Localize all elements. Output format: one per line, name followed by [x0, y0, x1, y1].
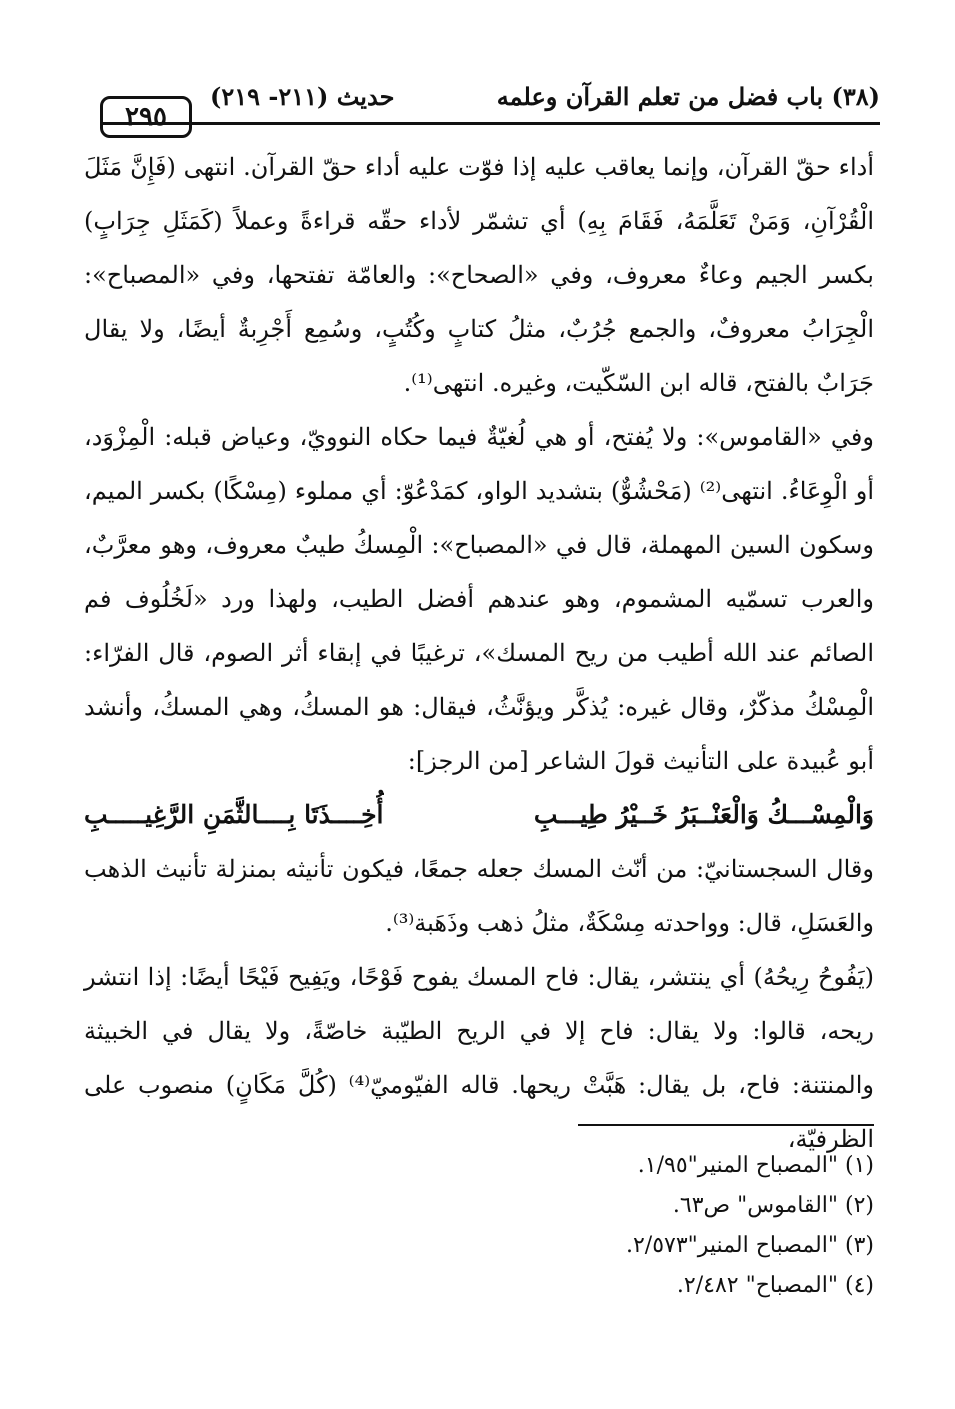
footnote: (٢) "القاموس" ص٦٣.: [672, 1193, 874, 1218]
hadith-range: حديث (٢١١- ٢١٩): [210, 82, 395, 111]
verse-first-half: وَالْمِسْـــكُ وَالْعَنْــبَرُ خَــيْرُ طِيـــبِ: [533, 800, 874, 829]
page-header: [100, 78, 880, 132]
chapter-title: (٣٨) باب فضل من تعلم القرآن وعلمه: [496, 82, 880, 111]
page-number: ٢٩٥: [100, 96, 192, 138]
poetry-verse: [84, 788, 874, 842]
paragraph: أداء حقّ القرآن، وإنما يعاقب عليه إذا فوّت عليه أداء حقّ القرآن. انتهى (فَإِنَّ مَثَلَ الْقُرْآنِ، وَمَنْ تَعَلَّمَهُ، فَقَامَ بِهِ) أي تشمّر لأداء حقّه قراءةً وعملاً (كَمَثَلِ جِرَابٍ) بكسر الجيم وعاءٌ معروف، وفي «الصحاح»: والعامّة تفتحها، وفي «المصباح»: الْجِرَابُ معروفٌ، والجمع جُرُبٌ، مثلُ كتابٍ وكُتُبٍ، وسُمِع أَجْرِبةٌ أيضًا، ولا يقال جَرَابٌ بالفتح، قاله ابن السّكّيت، وغيره. انتهى⁽¹⁾.: [84, 153, 874, 397]
footnote-separator: [578, 1124, 874, 1126]
paragraph: وفي «القاموس»: ولا يُفتح، أو هي لُغيّةٌ فيما حكاه النوويّ، وعياض قبله: الْمِزْوَد، أو الْوِعَاءُ. انتهى⁽²⁾ (مَحْشُوٌّ) بتشديد الواو، كمَدْعُوّ: أي مملوء (مِسْكًا) بكسر الميم، وسكون السين المهملة، قال في «المصباح»: الْمِسكُ طيبٌ معروف، وهو معرَّبٌ، والعرب تسمّيه المشموم، وهو عندهم أفضل الطيب، ولهذا ورد «لَخُلُوف فم الصائم عند الله أطيب من ريح المسك»، ترغيبًا في إبقاء أثر الصوم، قال الفرّاء: الْمِسْكُ مذكّرٌ، وقال غيره: يُذكَّر ويؤنَّثُ، فيقال: هو المسكُ، وهي المسكُ، وأنشد أبو عُبيدة على التأنيث قولَ الشاعر [من الرجز]:: [84, 423, 874, 775]
main-text: [84, 140, 874, 1166]
paragraph: (يَفُوحُ رِيحُهُ) أي ينتشر، يقال: فاح المسك يفوح فَوْحًا، ويَفِيح فَيْحًا أيضًا: إذا انتشر ريحه، قالوا: ولا يقال: فاح إلا في الريح الطيّبة خاصّةً، ولا يقال في الخبيثة والمنتنة: فاح، بل يقال: هَبَّتْ ريحها. قاله الفيّوميّ⁽⁴⁾ (كُلَّ مَكَانٍ) منصوب على الظرفيّة،: [84, 963, 874, 1153]
paragraph: وقال السجستانيّ: من أنّث المسك جعله جمعًا، فيكون تأنيثه بمنزلة تأنيث الذهب والعَسَلِ، قال: وواحدته مِسْكَةٌ، مثلُ ذهب وذَهَبة⁽³⁾.: [84, 855, 874, 937]
footnote: (١) "المصباح المنير"١/٩٥.: [637, 1153, 874, 1178]
footnote: (٣) "المصباح المنير"٢/٥٧٣.: [625, 1233, 874, 1258]
footnotes: [84, 1146, 874, 1306]
header-rule: [100, 122, 880, 125]
verse-second-half: أُخِــــذَتَا بِــــالثَّمَنِ الرَّغِيـــــبِ: [84, 800, 384, 829]
footnote: (٤) "المصباح" ٢/٤٨٢.: [676, 1273, 874, 1298]
